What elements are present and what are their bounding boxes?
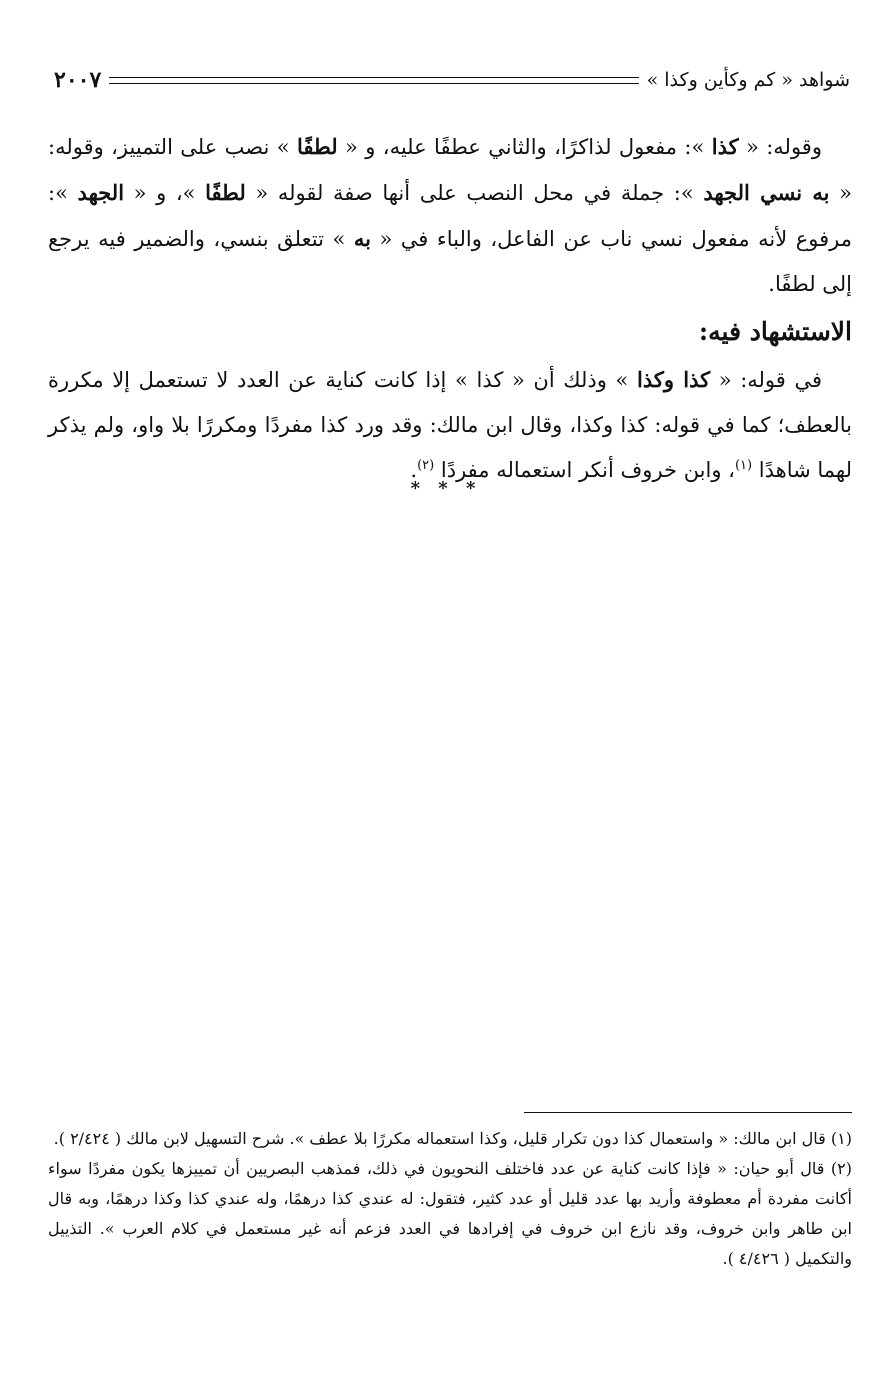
bold-term: كذا وكذا (637, 367, 711, 392)
text-run: »، و « (124, 181, 206, 205)
bold-term: كذا (711, 134, 739, 159)
main-text (48, 124, 852, 493)
bold-term: لطفًا (205, 180, 246, 205)
text-run: » وذلك أن « كذا » إذا كانت كناية عن العدد لا تستعمل إلا مكررة بالعطف؛ كما في قوله: كذا وكذا، وقال ابن مالك: وقد ورد كذا مفردًا ومكررًا بلا واو، ولم يذكر لهما شاهدًا (48, 368, 852, 482)
bold-term: به نسي الجهد (703, 180, 830, 205)
paragraph-evidence (48, 357, 852, 493)
section-heading: الاستشهاد فيه: (698, 317, 852, 346)
bold-term: الجهد (77, 180, 125, 205)
text-run: وقوله: « (738, 135, 822, 159)
text-run: » نصب على التمييز، وقوله: « (48, 135, 852, 205)
text-run: ، وابن خروف أنكر استعماله مفردًا (434, 458, 735, 482)
header-double-rule (109, 77, 638, 84)
text-run: » تتعلق بنسي، والضمير فيه يرجع إلى لطفًا. (48, 227, 852, 296)
header-title: شواهد « كم وكأين وكذا » (646, 69, 850, 91)
text-run: »: جملة في محل النصب على أنها صفة لقوله « (245, 181, 704, 205)
footnote-1: (١) قال ابن مالك: « واستعمال كذا دون تكرار قليل، وكذا استعماله مكررًا بلا عطف ». شرح التسهيل لابن مالك ( ٢/٤٢٤ ). (53, 1129, 852, 1148)
footnotes (48, 1124, 852, 1274)
text-run: في قوله: « (710, 368, 822, 392)
paragraph-explanation (48, 124, 852, 307)
text-run: »: مرفوع لأنه مفعول نسي ناب عن الفاعل، والباء في « (48, 181, 852, 251)
running-header (54, 60, 850, 100)
footnote-2: (٢) قال أبو حيان: « فإذا كانت كناية عن عدد فاختلف النحويون في ذلك، فمذهب البصريين أن تمييزها يكون مفردًا سواء أكانت مفردة أم معطوفة وأريد بها عدد قليل أو عدد كثير، فتقول: له عندي كذا درهمًا، وله عندي كذا وكذا درهمًا، وبه قال ابن طاهر وابن خروف، وقد نازع ابن خروف في إفرادها في العدد فزعم أنه غير مستعمل في كلام العرب ». التذييل والتكميل ( ٤/٤٢٦ ). (48, 1159, 852, 1268)
section-separator: * * * (410, 478, 482, 499)
footnote-ref-1[interactable]: (١) (734, 458, 753, 473)
bold-term: لطفًا (296, 134, 338, 159)
text-run: »: مفعول لذاكرًا، والثاني عطفًا عليه، و « (337, 135, 712, 159)
page-number: ٢٠٠٧ (54, 67, 102, 93)
footnote-rule (524, 1112, 852, 1113)
footnote-ref-2[interactable]: (٢) (417, 458, 435, 473)
bold-term: به (353, 226, 371, 251)
text-run: . (410, 458, 418, 482)
